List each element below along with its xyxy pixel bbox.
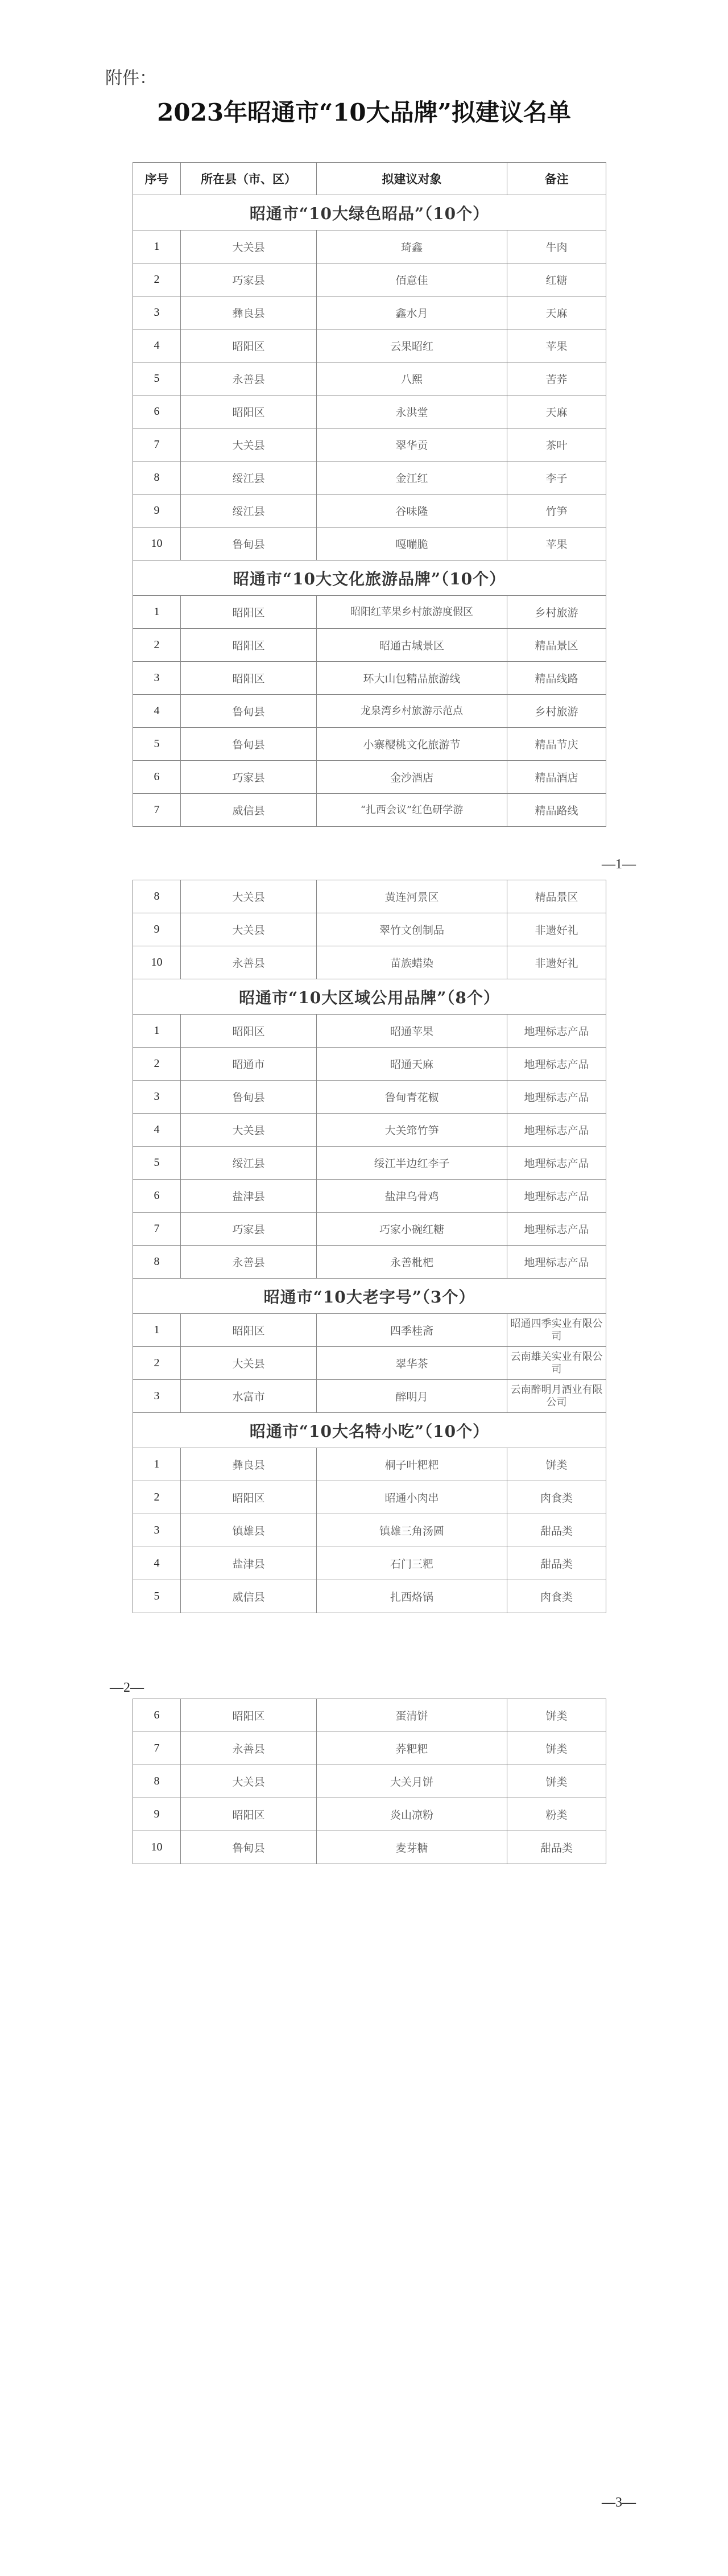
table-row	[133, 1015, 606, 1048]
brand-table-page-1	[133, 162, 606, 827]
row-note: 饼类	[507, 1699, 606, 1732]
row-note: 精品节庆	[507, 728, 606, 761]
row-index: 5	[133, 728, 181, 761]
row-candidate: 麦芽糖	[317, 1831, 507, 1864]
row-county: 水富市	[181, 1380, 317, 1413]
section-title-row	[133, 979, 606, 1015]
row-candidate: 黄连河景区	[317, 880, 507, 913]
table-row	[133, 1213, 606, 1246]
row-county: 鲁甸县	[181, 695, 317, 728]
table-row	[133, 761, 606, 794]
table-row	[133, 880, 606, 913]
table-row	[133, 946, 606, 979]
table-row	[133, 662, 606, 695]
row-index: 1	[133, 230, 181, 263]
row-note: 乡村旅游	[507, 596, 606, 629]
row-county: 大关县	[181, 913, 317, 946]
row-index: 9	[133, 1798, 181, 1831]
brand-table-page-2	[133, 880, 606, 1613]
row-candidate: 炎山凉粉	[317, 1798, 507, 1831]
row-candidate: 永善枇杷	[317, 1246, 507, 1279]
row-candidate: 四季桂斋	[317, 1314, 507, 1347]
table-row	[133, 1347, 606, 1380]
row-index: 8	[133, 461, 181, 494]
section-2-cont-body	[133, 880, 606, 979]
row-index: 2	[133, 1347, 181, 1380]
row-index: 1	[133, 596, 181, 629]
section-5-body	[133, 1413, 606, 1613]
row-note: 饼类	[507, 1448, 606, 1481]
row-county: 绥江县	[181, 1147, 317, 1180]
row-note: 茶叶	[507, 428, 606, 461]
table-row	[133, 1699, 606, 1732]
row-county: 大关县	[181, 880, 317, 913]
row-candidate: 巧家小碗红糖	[317, 1213, 507, 1246]
row-candidate: 荞粑粑	[317, 1732, 507, 1765]
row-county: 彝良县	[181, 1448, 317, 1481]
row-note: 李子	[507, 461, 606, 494]
row-index: 3	[133, 1380, 181, 1413]
section-title: 昭通市“10大名特小吃”（10个）	[133, 1413, 606, 1448]
header-candidate: 拟建议对象	[317, 163, 507, 195]
table-row	[133, 1314, 606, 1347]
section-title-row	[133, 195, 606, 230]
section-3-body	[133, 979, 606, 1279]
row-note: 肉食类	[507, 1481, 606, 1514]
row-county: 昭阳区	[181, 1481, 317, 1514]
row-candidate: 石门三粑	[317, 1547, 507, 1580]
row-county: 大关县	[181, 1114, 317, 1147]
row-county: 大关县	[181, 1347, 317, 1380]
section-title: 昭通市“10大文化旅游品牌”（10个）	[133, 560, 606, 596]
row-county: 绥江县	[181, 461, 317, 494]
row-county: 大关县	[181, 428, 317, 461]
row-note: 地理标志产品	[507, 1213, 606, 1246]
row-county: 鲁甸县	[181, 1081, 317, 1114]
row-note: 云南雄关实业有限公司	[507, 1347, 606, 1380]
table-row	[133, 1448, 606, 1481]
section-title: 昭通市“10大区域公用品牌”（8个）	[133, 979, 606, 1015]
row-note: 粉类	[507, 1798, 606, 1831]
row-index: 4	[133, 1547, 181, 1580]
row-county: 鲁甸县	[181, 1831, 317, 1864]
row-candidate: 琦鑫	[317, 230, 507, 263]
row-note: 地理标志产品	[507, 1180, 606, 1213]
table-row	[133, 1798, 606, 1831]
table-row	[133, 913, 606, 946]
table-row	[133, 1580, 606, 1613]
row-candidate: 大关月饼	[317, 1765, 507, 1798]
row-note: 甜品类	[507, 1831, 606, 1864]
row-county: 鲁甸县	[181, 728, 317, 761]
row-candidate: 翠竹文创制品	[317, 913, 507, 946]
table-row	[133, 1180, 606, 1213]
row-county: 昭阳区	[181, 395, 317, 428]
row-county: 永善县	[181, 1732, 317, 1765]
row-county: 彝良县	[181, 296, 317, 329]
row-candidate: 昭通古城景区	[317, 629, 507, 662]
brand-table-page-3	[133, 1699, 606, 1864]
table-row	[133, 461, 606, 494]
row-county: 昭阳区	[181, 1015, 317, 1048]
row-index: 10	[133, 946, 181, 979]
table-row	[133, 1380, 606, 1413]
row-index: 3	[133, 662, 181, 695]
table-row	[133, 1081, 606, 1114]
row-candidate: 鑫水月	[317, 296, 507, 329]
row-county: 盐津县	[181, 1180, 317, 1213]
row-note: 饼类	[507, 1765, 606, 1798]
row-index: 6	[133, 395, 181, 428]
row-note: 甜品类	[507, 1514, 606, 1547]
row-note: 地理标志产品	[507, 1048, 606, 1081]
table-row	[133, 263, 606, 296]
row-candidate: “扎西会议”红色研学游	[317, 794, 507, 827]
attachment-label: 附件：	[105, 68, 156, 88]
table-row	[133, 296, 606, 329]
table-row	[133, 527, 606, 560]
row-county: 永善县	[181, 362, 317, 395]
section-title: 昭通市“10大绿色昭品”（10个）	[133, 195, 606, 230]
row-index: 8	[133, 880, 181, 913]
row-note: 苹果	[507, 329, 606, 362]
row-index: 9	[133, 913, 181, 946]
table-row	[133, 1147, 606, 1180]
row-note: 天麻	[507, 395, 606, 428]
row-index: 3	[133, 1081, 181, 1114]
section-title-row	[133, 560, 606, 596]
row-note: 地理标志产品	[507, 1081, 606, 1114]
table-header-row	[133, 163, 606, 195]
header-index: 序号	[133, 163, 181, 195]
row-county: 昭通市	[181, 1048, 317, 1081]
row-note: 地理标志产品	[507, 1147, 606, 1180]
table-row	[133, 494, 606, 527]
row-index: 1	[133, 1015, 181, 1048]
row-county: 昭阳区	[181, 1798, 317, 1831]
row-note: 苹果	[507, 527, 606, 560]
table-row	[133, 1765, 606, 1798]
page-number-2: —2—	[110, 1680, 144, 1695]
row-index: 8	[133, 1765, 181, 1798]
table-row	[133, 230, 606, 263]
row-candidate: 醉明月	[317, 1380, 507, 1413]
section-4-body	[133, 1279, 606, 1413]
table-row	[133, 728, 606, 761]
section-title: 昭通市“10大老字号”（3个）	[133, 1279, 606, 1314]
row-index: 2	[133, 1048, 181, 1081]
page-number-3: —3—	[602, 2495, 636, 2510]
table-row	[133, 329, 606, 362]
table-row	[133, 1831, 606, 1864]
row-index: 1	[133, 1448, 181, 1481]
row-note: 红糖	[507, 263, 606, 296]
row-candidate: 昭通小肉串	[317, 1481, 507, 1514]
row-index: 8	[133, 1246, 181, 1279]
row-index: 6	[133, 1180, 181, 1213]
row-note: 天麻	[507, 296, 606, 329]
row-county: 巧家县	[181, 1213, 317, 1246]
table-row	[133, 395, 606, 428]
row-county: 威信县	[181, 1580, 317, 1613]
row-note: 地理标志产品	[507, 1246, 606, 1279]
row-candidate: 大关筇竹笋	[317, 1114, 507, 1147]
row-index: 5	[133, 1580, 181, 1613]
table-row	[133, 1547, 606, 1580]
row-note: 云南醉明月酒业有限公司	[507, 1380, 606, 1413]
row-county: 大关县	[181, 1765, 317, 1798]
row-index: 6	[133, 761, 181, 794]
row-index: 2	[133, 263, 181, 296]
row-candidate: 鲁甸青花椒	[317, 1081, 507, 1114]
row-note: 昭通四季实业有限公司	[507, 1314, 606, 1347]
row-note: 非遗好礼	[507, 946, 606, 979]
row-index: 3	[133, 296, 181, 329]
row-county: 昭阳区	[181, 329, 317, 362]
table-row	[133, 1514, 606, 1547]
row-note: 地理标志产品	[507, 1114, 606, 1147]
row-index: 10	[133, 527, 181, 560]
row-note: 甜品类	[507, 1547, 606, 1580]
row-note: 饼类	[507, 1732, 606, 1765]
row-candidate: 桐子叶粑粑	[317, 1448, 507, 1481]
table-row	[133, 362, 606, 395]
row-candidate: 金江红	[317, 461, 507, 494]
row-note: 牛肉	[507, 230, 606, 263]
row-candidate: 金沙酒店	[317, 761, 507, 794]
table-row	[133, 629, 606, 662]
row-candidate: 环大山包精品旅游线	[317, 662, 507, 695]
row-county: 巧家县	[181, 263, 317, 296]
row-note: 精品景区	[507, 880, 606, 913]
row-county: 昭阳区	[181, 596, 317, 629]
row-index: 6	[133, 1699, 181, 1732]
row-county: 绥江县	[181, 494, 317, 527]
row-note: 竹笋	[507, 494, 606, 527]
row-county: 镇雄县	[181, 1514, 317, 1547]
row-candidate: 扎西烙锅	[317, 1580, 507, 1613]
row-note: 非遗好礼	[507, 913, 606, 946]
row-note: 地理标志产品	[507, 1015, 606, 1048]
row-index: 4	[133, 1114, 181, 1147]
row-note: 乡村旅游	[507, 695, 606, 728]
row-candidate: 苗族蜡染	[317, 946, 507, 979]
row-candidate: 蛋清饼	[317, 1699, 507, 1732]
row-candidate: 佰意佳	[317, 263, 507, 296]
table-row	[133, 1114, 606, 1147]
row-index: 4	[133, 695, 181, 728]
row-index: 3	[133, 1514, 181, 1547]
row-note: 精品酒店	[507, 761, 606, 794]
section-title-row	[133, 1279, 606, 1314]
header-county: 所在县（市、区）	[181, 163, 317, 195]
table-row	[133, 1246, 606, 1279]
section-title-row	[133, 1413, 606, 1448]
row-county: 昭阳区	[181, 1699, 317, 1732]
row-index: 4	[133, 329, 181, 362]
row-candidate: 昭通苹果	[317, 1015, 507, 1048]
row-county: 盐津县	[181, 1547, 317, 1580]
row-county: 永善县	[181, 1246, 317, 1279]
row-candidate: 嘎嘣脆	[317, 527, 507, 560]
row-candidate: 镇雄三角汤圆	[317, 1514, 507, 1547]
row-note: 精品路线	[507, 794, 606, 827]
row-index: 7	[133, 428, 181, 461]
row-candidate: 昭阳红苹果乡村旅游度假区	[317, 596, 507, 629]
row-note: 苦荞	[507, 362, 606, 395]
table-row	[133, 695, 606, 728]
row-candidate: 昭通天麻	[317, 1048, 507, 1081]
row-candidate: 云果昭红	[317, 329, 507, 362]
row-note: 肉食类	[507, 1580, 606, 1613]
page-number-1: —1—	[602, 857, 636, 872]
section-1-body	[133, 195, 606, 560]
table-row	[133, 1481, 606, 1514]
row-candidate: 八熙	[317, 362, 507, 395]
row-note: 精品线路	[507, 662, 606, 695]
row-county: 巧家县	[181, 761, 317, 794]
row-index: 7	[133, 1213, 181, 1246]
row-candidate: 绥江半边红李子	[317, 1147, 507, 1180]
row-index: 10	[133, 1831, 181, 1864]
row-candidate: 翠华贡	[317, 428, 507, 461]
row-index: 9	[133, 494, 181, 527]
table-row	[133, 794, 606, 827]
table-row	[133, 596, 606, 629]
row-candidate: 翠华茶	[317, 1347, 507, 1380]
row-index: 1	[133, 1314, 181, 1347]
row-candidate: 谷味隆	[317, 494, 507, 527]
row-candidate: 永洪堂	[317, 395, 507, 428]
row-county: 大关县	[181, 230, 317, 263]
header-note: 备注	[507, 163, 606, 195]
page-title: 2023年昭通市“10大品牌”拟建议名单	[157, 98, 571, 126]
row-index: 7	[133, 1732, 181, 1765]
section-2-body	[133, 560, 606, 827]
row-candidate: 龙泉湾乡村旅游示范点	[317, 695, 507, 728]
row-note: 精品景区	[507, 629, 606, 662]
row-county: 昭阳区	[181, 662, 317, 695]
row-index: 2	[133, 1481, 181, 1514]
row-county: 永善县	[181, 946, 317, 979]
row-county: 鲁甸县	[181, 527, 317, 560]
row-index: 2	[133, 629, 181, 662]
table-row	[133, 1732, 606, 1765]
table-row	[133, 1048, 606, 1081]
row-index: 7	[133, 794, 181, 827]
row-candidate: 小寨樱桃文化旅游节	[317, 728, 507, 761]
row-county: 威信县	[181, 794, 317, 827]
row-candidate: 盐津乌骨鸡	[317, 1180, 507, 1213]
section-5-cont-body	[133, 1699, 606, 1864]
table-row	[133, 428, 606, 461]
row-county: 昭阳区	[181, 1314, 317, 1347]
row-county: 昭阳区	[181, 629, 317, 662]
row-index: 5	[133, 1147, 181, 1180]
row-index: 5	[133, 362, 181, 395]
